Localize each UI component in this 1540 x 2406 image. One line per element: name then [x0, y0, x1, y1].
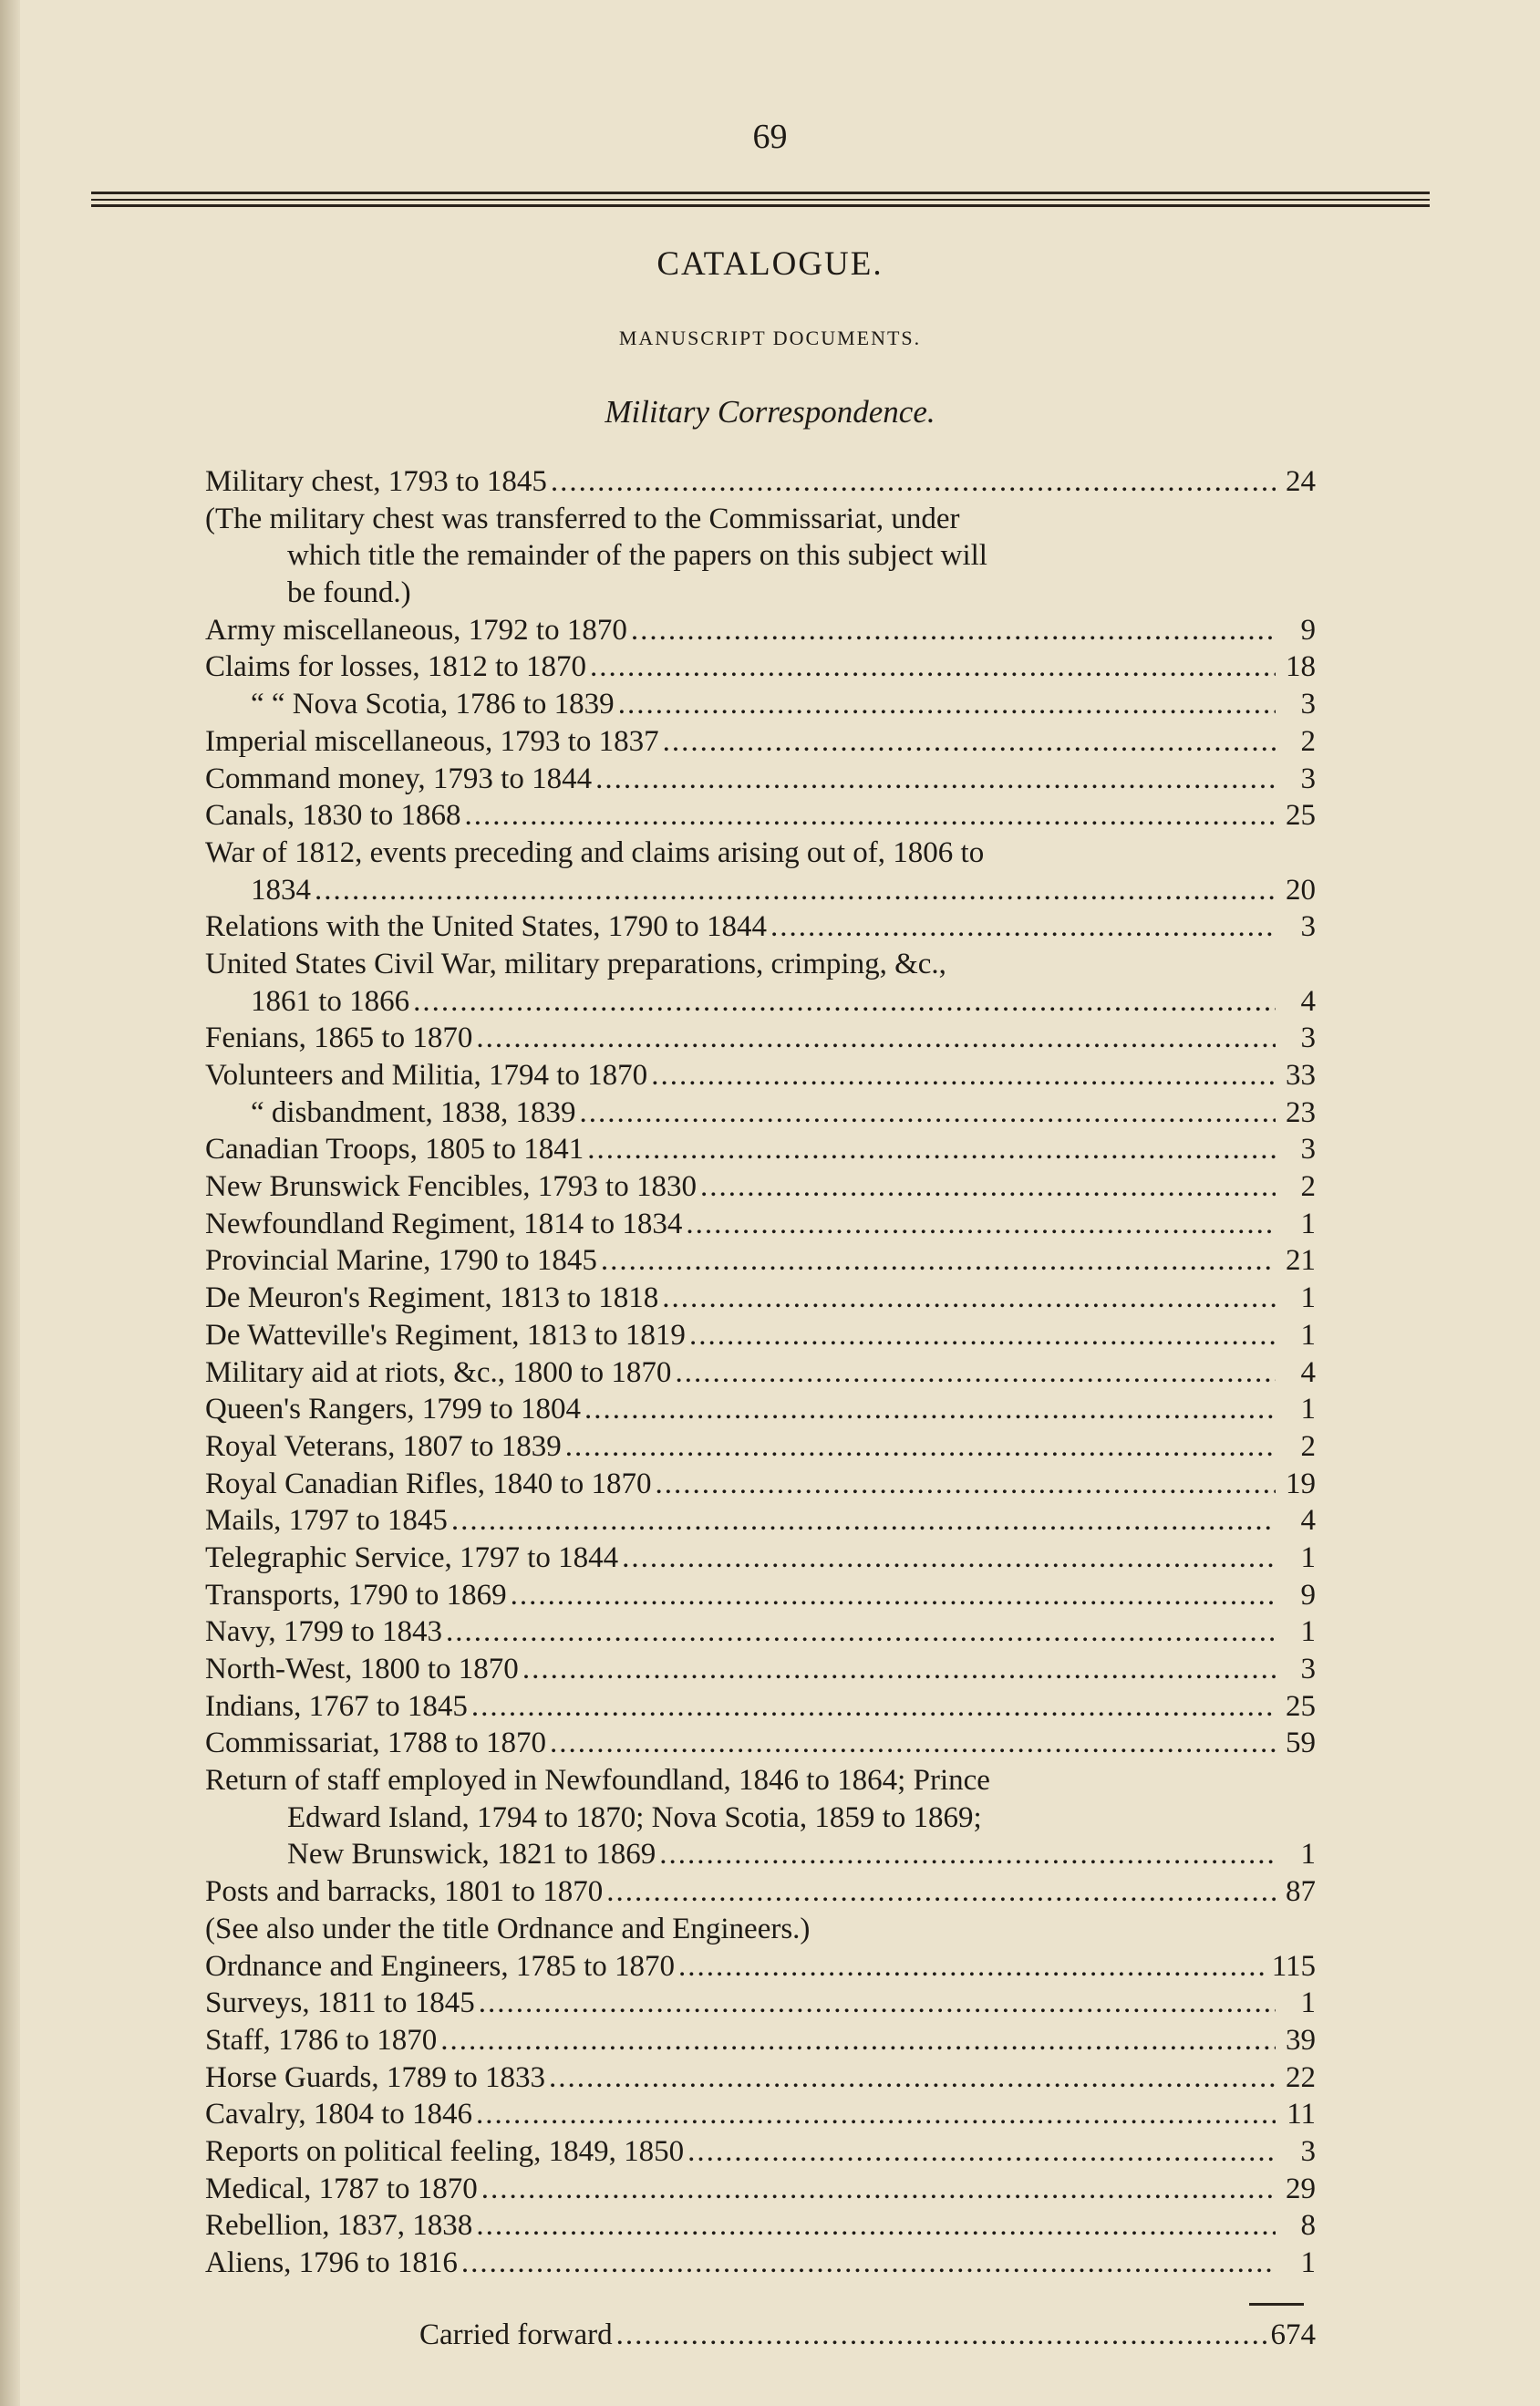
catalogue-entry — [205, 1466, 1316, 1503]
entry-count: 87 — [1286, 1875, 1316, 1909]
entry-count: 25 — [1286, 1689, 1316, 1723]
entry-count: 1 — [1300, 1207, 1316, 1240]
entry-count: 8 — [1300, 2209, 1316, 2243]
entry-label: De Watteville's Regiment, 1813 to 1819 — [205, 1318, 686, 1352]
catalogue-entry — [205, 1948, 1316, 1986]
entry-count: 3 — [1300, 910, 1316, 944]
entry-count: 4 — [1300, 1355, 1316, 1389]
dot-leader — [678, 1948, 1268, 1986]
entry-label: Newfoundland Regiment, 1814 to 1834 — [205, 1207, 683, 1240]
entry-count: 3 — [1300, 762, 1316, 795]
dot-leader — [659, 1836, 1276, 1873]
entry-note: which title the remainder of the papers on this subject will — [287, 539, 987, 573]
catalogue-entry — [205, 761, 1316, 798]
dot-leader — [413, 983, 1276, 1021]
catalogue-entry — [205, 1280, 1316, 1317]
catalogue-entry — [205, 1168, 1316, 1206]
entry-label: Commissariat, 1788 to 1870 — [205, 1727, 546, 1760]
catalogue-entry — [205, 463, 1316, 501]
entry-count: 1 — [1300, 1838, 1316, 1872]
entry-count: 19 — [1286, 1467, 1316, 1500]
dot-leader — [651, 1057, 1276, 1094]
entry-label: Horse Guards, 1789 to 1833 — [205, 2060, 546, 2094]
entry-note: (The military chest was transferred to the Commissariat, under — [205, 502, 960, 535]
entry-label: Medical, 1787 to 1870 — [205, 2172, 478, 2205]
entry-count: 23 — [1286, 1095, 1316, 1129]
carried-forward-label: Carried forward — [419, 2318, 613, 2351]
dot-leader — [770, 908, 1276, 946]
catalogue-entry — [205, 1577, 1316, 1614]
entry-label: Imperial miscellaneous, 1793 to 1837 — [205, 724, 659, 758]
dot-leader — [631, 612, 1276, 649]
catalogue-entry — [205, 1020, 1316, 1057]
dot-leader — [601, 1242, 1276, 1280]
entry-label: Volunteers and Militia, 1794 to 1870 — [205, 1059, 648, 1092]
entry-label: Cavalry, 1804 to 1846 — [205, 2098, 472, 2131]
catalogue-entry — [205, 2096, 1316, 2133]
dot-leader — [476, 2207, 1276, 2245]
entry-count: 3 — [1300, 1653, 1316, 1685]
catalogue-entry — [205, 1094, 1316, 1132]
dot-leader — [622, 1540, 1276, 1577]
catalogue-entry — [205, 723, 1316, 761]
catalogue-entry — [205, 2022, 1316, 2059]
catalogue-entry — [205, 1651, 1316, 1688]
dot-leader — [315, 872, 1276, 909]
entry-count: 21 — [1286, 1244, 1316, 1278]
catalogue-entry — [205, 2059, 1316, 2097]
entry-label: Rebellion, 1837, 1838 — [205, 2209, 473, 2243]
entry-label-first-line: War of 1812, events preceding and claims arising out of, 1806 to — [205, 835, 985, 869]
dot-leader — [464, 797, 1276, 835]
entry-label: New Brunswick, 1821 to 1869 — [287, 1838, 656, 1872]
page-heading: CATALOGUE. — [656, 245, 884, 283]
dot-leader — [687, 2133, 1276, 2171]
entry-label: Ordnance and Engineers, 1785 to 1870 — [205, 1949, 676, 1983]
entry-count: 1 — [1300, 1318, 1316, 1352]
dot-leader — [606, 1873, 1276, 1911]
catalogue-entry — [205, 1317, 1316, 1354]
dot-leader — [663, 723, 1276, 761]
catalogue-entry — [205, 1540, 1316, 1577]
entry-label: 1834 — [251, 873, 311, 907]
dot-leader — [618, 686, 1276, 723]
entry-count: 24 — [1286, 465, 1316, 498]
dot-leader — [595, 761, 1276, 798]
entry-label: Claims for losses, 1812 to 1870 — [205, 650, 586, 684]
entry-count: 1 — [1300, 1986, 1316, 2020]
entry-count: 1 — [1300, 2246, 1316, 2279]
entry-count: 1 — [1300, 1615, 1316, 1649]
catalogue-entry — [205, 1242, 1316, 1280]
entry-count: 3 — [1300, 1022, 1316, 1055]
catalogue-entry — [205, 1428, 1316, 1466]
entry-label: “ disbandment, 1838, 1839 — [251, 1095, 576, 1129]
entry-label: Mails, 1797 to 1845 — [205, 1504, 448, 1538]
entry-count: 115 — [1271, 1949, 1316, 1983]
entry-label: Fenians, 1865 to 1870 — [205, 1022, 473, 1055]
page-edge-shadow — [0, 0, 20, 2406]
dot-leader — [565, 1428, 1276, 1466]
entry-label: Canadian Troops, 1805 to 1841 — [205, 1133, 584, 1167]
entry-label-continued: Edward Island, 1794 to 1870; Nova Scotia, 1859 to 1869; — [287, 1800, 982, 1834]
dot-leader — [587, 1131, 1276, 1168]
catalogue-entry — [205, 1391, 1316, 1428]
catalogue-entry — [205, 1131, 1316, 1168]
entry-label: Military chest, 1793 to 1845 — [205, 465, 547, 498]
entry-count: 4 — [1300, 1504, 1316, 1538]
page-number: 69 — [752, 118, 788, 156]
catalogue-entry — [205, 1836, 1316, 1873]
catalogue-entry — [205, 2245, 1316, 2282]
catalogue-entry — [205, 2171, 1316, 2208]
catalogue-entry — [205, 648, 1316, 686]
entry-label: North-West, 1800 to 1870 — [205, 1653, 519, 1685]
entry-count: 3 — [1300, 1133, 1316, 1167]
entry-label: New Brunswick Fencibles, 1793 to 1830 — [205, 1170, 697, 1204]
dot-leader — [689, 1317, 1276, 1354]
entry-label: “ “ Nova Scotia, 1786 to 1839 — [251, 688, 615, 721]
dot-leader — [549, 2059, 1276, 2097]
carried-forward — [419, 2317, 1316, 2354]
catalogue-entry — [205, 1354, 1316, 1392]
catalogue-entry — [205, 2207, 1316, 2245]
header-rule — [91, 192, 1430, 194]
entry-label: De Meuron's Regiment, 1813 to 1818 — [205, 1281, 659, 1315]
catalogue-entry — [205, 612, 1316, 649]
entry-label: Indians, 1767 to 1845 — [205, 1689, 468, 1723]
dot-leader — [686, 1206, 1276, 1243]
entry-count: 1 — [1300, 1281, 1316, 1315]
catalogue-entry — [205, 1613, 1316, 1651]
dot-leader — [471, 1688, 1276, 1726]
entry-count: 2 — [1300, 1170, 1316, 1204]
entry-label: Transports, 1790 to 1869 — [205, 1578, 507, 1612]
dot-leader — [551, 463, 1276, 501]
entry-label: Telegraphic Service, 1797 to 1844 — [205, 1540, 619, 1574]
total-rule — [1249, 2303, 1304, 2306]
dot-leader — [476, 2096, 1276, 2133]
dot-leader — [522, 1651, 1276, 1688]
entry-label: Army miscellaneous, 1792 to 1870 — [205, 613, 627, 647]
catalogue-entry — [205, 983, 1316, 1021]
entry-count: 3 — [1300, 688, 1316, 721]
dot-leader — [675, 1354, 1276, 1392]
dot-leader — [481, 2171, 1276, 2208]
catalogue-entry — [205, 908, 1316, 946]
entry-label-first-line: Return of staff employed in Newfoundland, 1846 to 1864; Prince — [205, 1764, 990, 1798]
entry-label: Posts and barracks, 1801 to 1870 — [205, 1875, 604, 1909]
dot-leader — [584, 1391, 1276, 1428]
catalogue-entry — [205, 1206, 1316, 1243]
dot-leader — [616, 2317, 1267, 2354]
entry-note: (See also under the title Ordnance and Engineers.) — [205, 1912, 811, 1945]
catalogue-entry — [205, 2133, 1316, 2171]
dot-leader — [511, 1577, 1276, 1614]
page-subheading: MANUSCRIPT DOCUMENTS. — [618, 327, 922, 349]
dot-leader — [476, 1020, 1276, 1057]
entry-label: Relations with the United States, 1790 to 1844 — [205, 910, 767, 944]
dot-leader — [700, 1168, 1276, 1206]
entry-count: 1 — [1300, 1393, 1316, 1426]
entry-count: 18 — [1286, 650, 1316, 684]
header-rule — [91, 204, 1430, 207]
dot-leader — [479, 1985, 1276, 2022]
dot-leader — [440, 2022, 1276, 2059]
dot-leader — [550, 1725, 1276, 1762]
header-rule — [91, 199, 1430, 201]
entry-label: Canals, 1830 to 1868 — [205, 799, 461, 833]
entry-label-first-line: United States Civil War, military preparations, crimping, &c., — [205, 947, 946, 980]
entry-count: 25 — [1286, 799, 1316, 833]
dot-leader — [580, 1094, 1276, 1132]
entry-label: 1861 to 1866 — [251, 984, 410, 1018]
entry-label: Royal Veterans, 1807 to 1839 — [205, 1429, 562, 1463]
section-title: Military Correspondence. — [605, 394, 935, 430]
entry-label: Reports on political feeling, 1849, 1850 — [205, 2134, 685, 2168]
entry-label: Military aid at riots, &c., 1800 to 1870 — [205, 1355, 672, 1389]
carried-forward-total: 674 — [1270, 2318, 1316, 2351]
catalogue-entry — [205, 1873, 1316, 1911]
dot-leader — [662, 1280, 1276, 1317]
entry-count: 29 — [1286, 2172, 1316, 2205]
catalogue-entry — [205, 1057, 1316, 1094]
entry-count: 3 — [1300, 2134, 1316, 2168]
entry-count: 22 — [1286, 2060, 1316, 2094]
entry-label: Aliens, 1796 to 1816 — [205, 2246, 458, 2279]
catalogue-entry — [205, 1688, 1316, 1726]
entry-count: 11 — [1287, 2098, 1316, 2131]
entry-label: Navy, 1799 to 1843 — [205, 1615, 443, 1649]
entry-label: Royal Canadian Rifles, 1840 to 1870 — [205, 1467, 652, 1500]
entry-label: Provincial Marine, 1790 to 1845 — [205, 1244, 597, 1278]
entry-count: 39 — [1286, 2023, 1316, 2057]
catalogue-entry — [205, 686, 1316, 723]
entry-label: Surveys, 1811 to 1845 — [205, 1986, 475, 2020]
entry-label: Queen's Rangers, 1799 to 1804 — [205, 1393, 581, 1426]
catalogue-entries — [205, 463, 1316, 2282]
entry-count: 9 — [1300, 613, 1316, 647]
dot-leader — [461, 2245, 1276, 2282]
entry-count: 2 — [1300, 1429, 1316, 1463]
catalogue-entry — [205, 1502, 1316, 1540]
dot-leader — [655, 1466, 1276, 1503]
entry-label: Command money, 1793 to 1844 — [205, 762, 593, 795]
dot-leader — [590, 648, 1276, 686]
entry-count: 59 — [1286, 1727, 1316, 1760]
catalogue-entry — [205, 1985, 1316, 2022]
entry-count: 20 — [1286, 873, 1316, 907]
dot-leader — [446, 1613, 1276, 1651]
dot-leader — [451, 1502, 1276, 1540]
entry-count: 1 — [1300, 1540, 1316, 1574]
entry-count: 9 — [1300, 1578, 1316, 1612]
entry-count: 33 — [1286, 1059, 1316, 1092]
catalogue-entry — [205, 797, 1316, 835]
entry-note: be found.) — [287, 576, 411, 610]
catalogue-entry — [205, 1725, 1316, 1762]
entry-count: 2 — [1300, 724, 1316, 758]
catalogue-entry — [205, 872, 1316, 909]
entry-count: 4 — [1300, 984, 1316, 1018]
entry-label: Staff, 1786 to 1870 — [205, 2023, 438, 2057]
